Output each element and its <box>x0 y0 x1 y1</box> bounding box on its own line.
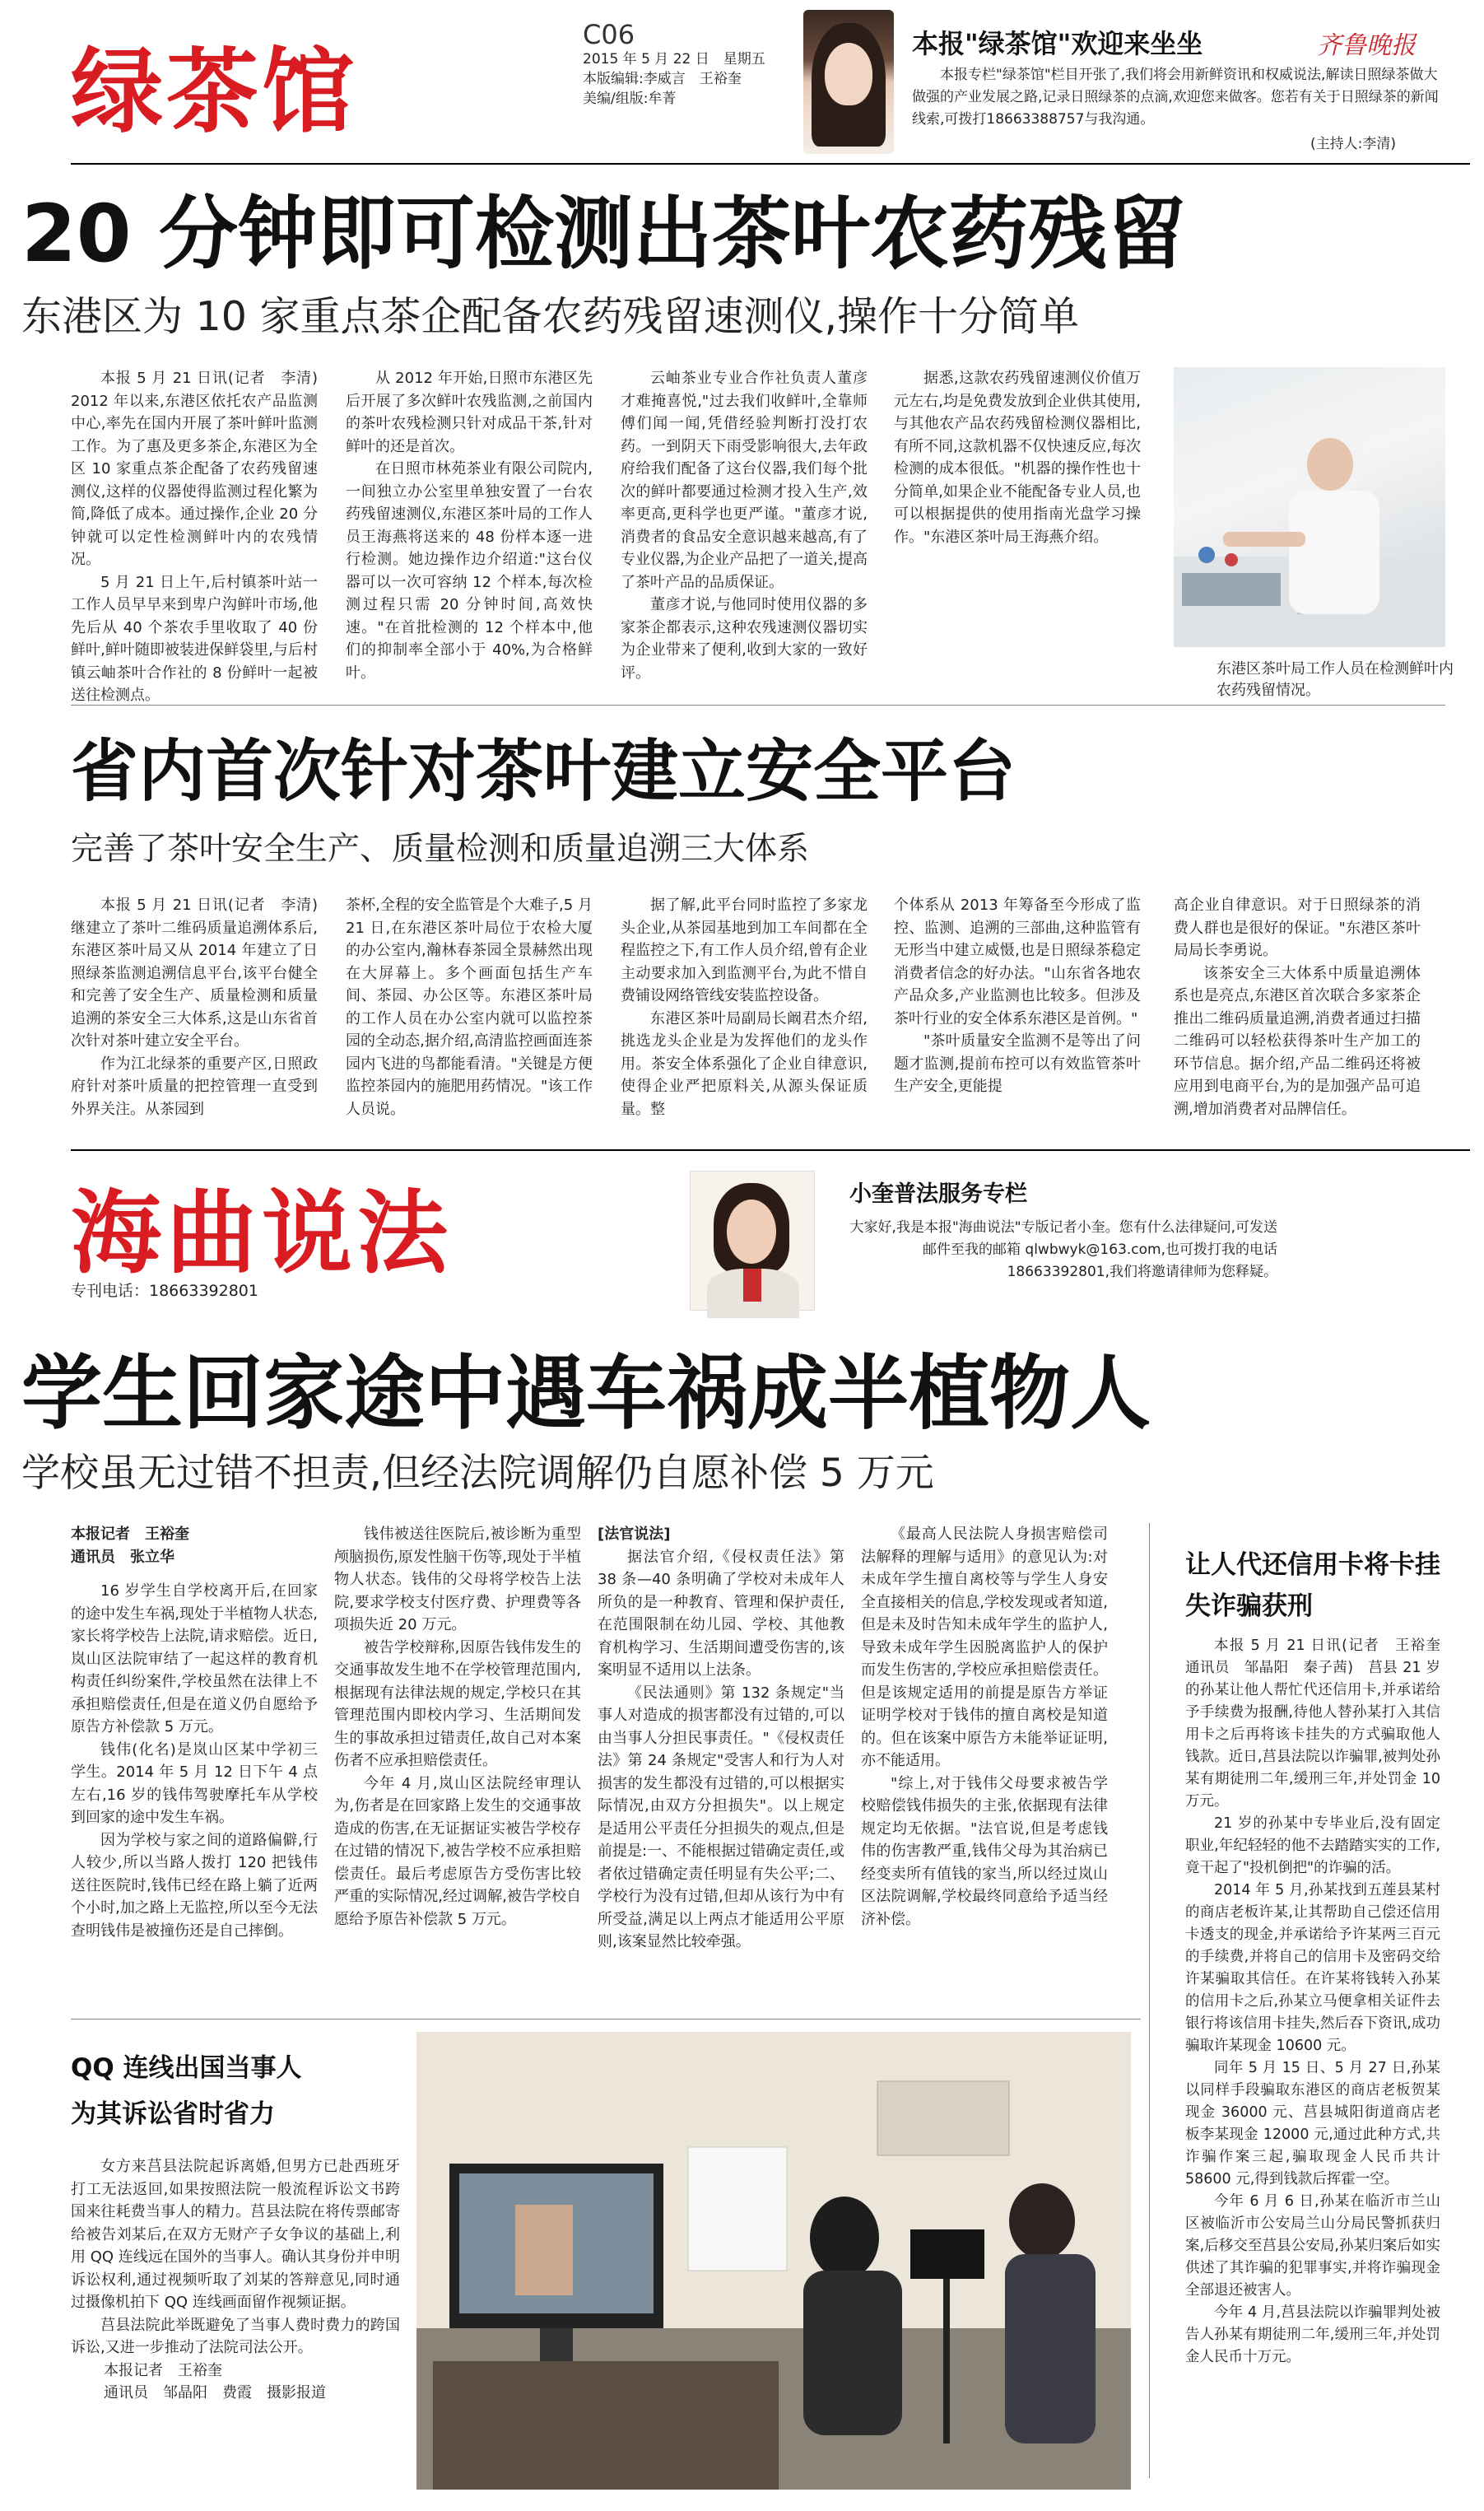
paragraph: 同年 5 月 15 日、5 月 27 日,孙某以同样手段骗取东港区的商店老板贺某现金 36000 元、莒县城阳街道商店老板李某现金 12000 元,通过此种方式,共诈骗作案三起,骗取现金人民币共计 58600 元,得到钱款后挥霍一空。 <box>1185 2060 1440 2187</box>
paragraph: 据了解,此平台同时监控了多家龙头企业,从茶园基地到加工车间都在全程监控之下,有工作人员介绍,曾有企业主动要求加入到监测平台,为此不惜自费铺设网络管线安装监控设备。 <box>621 897 868 1004</box>
headline-pesticide: 20 分钟即可检测出茶叶农药残留 <box>21 188 1187 280</box>
paragraph: 董彦才说,与他同时使用仪器的多家茶企都表示,这种农残速测仪器切实为企业带来了便利,收到大家的一致好评。 <box>621 596 868 682</box>
paragraph: 16 岁学生自学校离开后,在回家的途中发生车祸,现处于半植物人状态,家长将学校告上法院,请求赔偿。近日,岚山区法院审结了一起这样的教育机构责任纠纷案件,学校虽然在法律上不承担赔偿责任,但是在道义仍自愿给予原告方补偿款 5 万元。 <box>71 1582 318 1735</box>
paragraph: 本报 5 月 21 日讯(记者 王裕奎 通讯员 邹晶阳 秦子茜) 莒县 21 岁的孙某让他人帮忙代还信用卡,并承诺给予手续费为报酬,待他人替孙某打入其信用卡之后再将该卡挂失的方式骗取他人钱款。近日,莒县法院以诈骗罪,被判处孙某有期徒刑二年,缓刑三年,并处罚金 10 万元。 <box>1185 1638 1455 1810</box>
paragraph: 据悉,这款农药残留速测仪价值万元左右,均是免费发放到企业供其使用,与其他农产品农药残留检测仪器相比,有所不同,这款机器不仅快速反应,每次检测的成本很低。"机器的操作性也十分简单,如果企业不能配备专业人员,也可以根据提供的使用指南光盘学习操作。"东港区茶叶局王海燕介绍。 <box>894 370 1141 546</box>
article3-col3 <box>598 1523 844 2001</box>
column-intro: 本报专栏"绿茶馆"栏目开张了,我们将会用新鲜资讯和权威说法,解读日照绿茶做大做强的产业发展之路,记录日照绿茶的点滴,欢迎您来做客。您若有关于日照绿茶的新闻线索,可拨打18663388757与我沟通。 <box>912 67 1439 128</box>
paragraph: 21 岁的孙某中专毕业后,没有固定职业,年纪轻轻的他不去踏踏实实的工作,竟干起了"投机倒把"的诈骗的活。 <box>1185 1815 1440 1876</box>
paragraph: 《最高人民法院人身损害赔偿司法解释的理解与适用》的意见认为:对未成年学生擅自离校等与学生人身安全直接相关的信息,学校发现或者知道,但是未及时告知未成年学生的监护人,导致未成年学生因脱离监护人的保护而发生伤害的,学校应承担赔偿责任。但是该规定适用的前提是原告方举证证明学校对于钱伟的擅自离校是知道的。但在该案中原告方未能举证证明,亦不能适用。 <box>861 1526 1108 1769</box>
paragraph: "茶叶质量安全监测不是等出了问题才监测,提前布控可以有效监管茶叶生产安全,更能提 <box>894 1032 1141 1095</box>
article4-headline-line1: QQ 连线出国当事人 <box>71 2053 302 2083</box>
paragraph: 莒县法院此举既避免了当事人费时费力的跨国诉讼,又进一步推动了法院司法公开。 <box>71 2316 400 2356</box>
article2-col4 <box>894 894 1141 1141</box>
paragraph: 2014 年 5 月,孙某找到五莲县某村的商店老板许某,让其帮助自己偿还信用卡透支的现金,并承诺给予许某两三百元的手续费,并将自己的信用卡及密码交给许某骗取其信任。在许某将钱转入孙某的信用卡之后,孙某立马便拿相关证件去银行将该信用卡挂失,然后吞下资讯,成功骗取许某现金 10600 元。 <box>1185 1882 1440 2054</box>
paragraph: 本报 5 月 21 日讯(记者 李清) 继建立了茶叶二维码质量追溯体系后,东港区茶叶局又从 2014 年建立了日照绿茶监测追溯信息平台,该平台健全和完善了安全生产、质量检测和质量追溯的茶安全三大体系,这是山东省首次针对茶叶建立安全平台。 <box>71 897 333 1050</box>
article1-col3 <box>621 367 868 696</box>
paragraph: 《民法通则》第 132 条规定"当事人对造成的损害都没有过错的,可以由当事人分担民事责任。"《侵权责任法》第 24 条规定"受害人和行为人对损害的发生都没有过错的,可以根据实际情况,由双方分担损失"。以上规定是适用公平责任分担损失的观点,但是前提是:一、不能根据过错确定责任,或者依过错确定责任明显有失公平;二、学校行为没有过错,但却从该行为中有所受益,满足以上两点才能适用公平原则,该案显然比较牵强。 <box>598 1684 844 1950</box>
paragraph: 从 2012 年开始,日照市东港区先后开展了多次鲜叶农残监测,之前国内的茶叶农残检测只针对成品干茶,针对鲜叶的还是首次。 <box>346 370 593 455</box>
photo-caption-lab: 东港区茶叶局工作人员在检测鲜叶内农药残留情况。 <box>1217 660 1454 699</box>
section-divider <box>71 705 1445 706</box>
paragraph: 该茶安全三大体系中质量追溯体系也是亮点,东港区首次联合多家茶企推出二维码质量追溯,消费者通过扫描二维码可以轻松获得茶叶生产加工的环节信息。据介绍,产品二维码还将被应用到电商平台,为的是加强产品可追溯,增加消费者对品牌信任。 <box>1174 964 1421 1118</box>
top-rule <box>71 163 1470 165</box>
column-heading: 本报"绿茶馆"欢迎来坐坐 <box>912 28 1203 59</box>
article2-col1 <box>71 894 333 1141</box>
paragraph: 今年 4 月,莒县法院以诈骗罪判处被告人孙某有期徒刑二年,缓刑三年,并处罚金人民币十万元。 <box>1185 2304 1440 2365</box>
byline-reporter: 本报记者 王裕奎 <box>71 1526 189 1543</box>
paragraph: 今年 6 月 6 日,孙某在临沂市兰山区被临沂市公安局兰山分局民警抓获归案,后移交至莒县公安局,孙某归案后如实供述了其诈骗的犯罪事实,并将诈骗现金全部退还被害人。 <box>1185 2193 1440 2299</box>
byline-correspondent: 通讯员 张立华 <box>71 1548 174 1566</box>
photo-qq-video-session <box>416 2032 1131 2490</box>
paragraph: 个体系从 2013 年筹备至今形成了监控、监测、追溯的三部曲,这种监管有无形当中建立威慑,也是日照绿茶稳定消费者信念的好办法。"山东省各地农产品众多,产业监测也比较多。但涉及茶叶行业的安全体系东港区是首例。" <box>894 897 1141 1027</box>
byline-correspondent-photo: 通讯员 邹晶阳 费霞 摄影报道 <box>104 2384 326 2402</box>
article4-body <box>71 2155 400 2493</box>
paragraph: 5 月 21 日上午,后村镇茶叶站一工作人员早早来到卑户沟鲜叶市场,他先后从 40 个茶农手里收取了 40 份鲜叶,鲜叶随即被装进保鲜袋里,与后村镇云岫茶叶合作社的 8 份鲜叶一起被送往检测点。 <box>71 573 318 704</box>
law-column-heading: 小奎普法服务专栏 <box>849 1181 1027 1207</box>
byline-reporter: 本报记者 王裕奎 <box>104 2361 222 2379</box>
host-portrait <box>803 10 894 154</box>
paragraph: 云岫茶业专业合作社负责人董彦才难掩喜悦,"过去我们收鲜叶,全靠师傅们闻一闻,凭借经验判断打没打农药。一到阴天下雨受影响很大,去年政府给我们配备了这台仪器,我们每个批次的鲜叶都要通过检测才投入生产,效率更高,更科学也更严谨。"董彦才说,消费者的食品安全意识越来越高,有了专业仪器,为企业产品把了一道关,提高了茶叶产品的品质保证。 <box>621 370 868 591</box>
sidebar-divider <box>1149 1523 1150 2478</box>
sidebar-body <box>1185 1635 1455 2483</box>
judge-says-label: [法官说法] <box>598 1526 671 1543</box>
subhead-safety-platform: 完善了茶叶安全生产、质量检测和质量追溯三大体系 <box>71 831 810 868</box>
article3-col2 <box>334 1523 581 2001</box>
page-number: C06 <box>583 19 635 50</box>
headline-safety-platform: 省内首次针对茶叶建立安全平台 <box>71 733 1016 811</box>
photo-lab-inspection <box>1174 367 1445 647</box>
issue-date: 2015 年 5 月 22 日 星期五 <box>583 51 765 68</box>
article2-col3 <box>621 894 868 1141</box>
article4-top-rule <box>71 2019 1141 2020</box>
column-host: (主持人:李清) <box>1310 136 1396 152</box>
article3-col1 <box>71 1523 318 2001</box>
paragraph: 钱伟被送往医院后,被诊断为重型颅脑损伤,原发性脑干伤等,现处于半植物人状态。钱伟的父母将学校告上法院,要求学校支付医疗费、护理费等各项损失近 20 万元。 <box>334 1526 581 1633</box>
article1-col2 <box>346 367 593 696</box>
design-credit: 美编/组版:牟菁 <box>583 91 677 107</box>
paragraph: 本报 5 月 21 日讯(记者 李清) 2012 年以来,东港区依托农产品监测中心,率先在国内开展了茶叶鲜叶监测工作。为了惠及更多茶企,东港区为全区 10 家重点茶企配备了农药残留速测仪,这样的仪器使得监测过程化繁为简,降低了成本。通过操作,企业 20 分钟就可以定性检测鲜叶内的农残情况。 <box>71 370 333 568</box>
paragraph: 高企业自律意识。对于日照绿茶的消费人群也是很好的保证。"东港区茶叶局局长李勇说。 <box>1174 897 1421 959</box>
lab-worker-illustration <box>1174 367 1445 647</box>
masthead-title: 绿茶馆 <box>71 39 357 146</box>
subhead-student-accident: 学校虽无过错不担责,但经法院调解仍自愿补偿 5 万元 <box>21 1451 934 1496</box>
reporter-portrait <box>690 1171 815 1311</box>
article4-headline <box>71 2045 400 2137</box>
headline-student-accident: 学生回家途中遇车祸成半植物人 <box>21 1347 1151 1441</box>
article1-col4 <box>894 367 1141 696</box>
article3-col4 <box>861 1523 1108 2001</box>
paragraph: 因为学校与家之间的道路偏僻,行人较少,所以当路人拨打 120 把钱伟送往医院时,钱伟已经在路上躺了近两个小时,加之路上无监控,所以至今无法查明钱伟是被撞伤还是自己摔倒。 <box>71 1831 318 1940</box>
law-hotline: 专刊电话：18663392801 <box>71 1282 258 1300</box>
paragraph: 作为江北绿茶的重要产区,日照政府针对茶叶质量的把控管理一直受到外界关注。从茶园到 <box>71 1055 318 1118</box>
editor-credit: 本版编辑:李威言 王裕奎 <box>583 71 742 87</box>
paragraph: 今年 4 月,岚山区法院经审理认为,伤者是在回家路上发生的交通事故造成的伤害,在无证据证实被告学校存在过错的情况下,被告学校不应承担赔偿责任。最后考虑原告方受伤害比较严重的实际情况,经过调解,被告学校自愿给予原告补偿款 5 万元。 <box>334 1774 581 1928</box>
paragraph: 女方来莒县法院起诉离婚,但男方已赴西班牙打工无法返回,如果按照法院一般流程诉讼文书跨国来往耗费当事人的精力。莒县法院在将传票邮寄给被告刘某后,在双方无财产子女争议的基础上,利用 QQ 连线远在国外的当事人。确认其身份并申明诉讼权利,通过视频听取了刘某的答辩意见,同时通过摄像机拍下 QQ 连线画面留作视频证据。 <box>71 2158 400 2311</box>
law-section-title: 海曲说法 <box>71 1181 453 1286</box>
newspaper-logo: 齐鲁晚报 <box>1317 31 1416 60</box>
courtroom-illustration <box>416 2032 1131 2490</box>
paragraph: 东港区茶叶局副局长阚君杰介绍,挑选龙头企业是为发挥他们的龙头作用。茶安全体系强化了企业自律意识,使得企业严把原料关,从源头保证质量。整 <box>621 1009 868 1118</box>
paragraph: 被告学校辩称,因原告钱伟发生的交通事故发生地不在学校管理范围内,根据现有法律法规的规定,学校只在其管理范围内即校内学习、生活期间发生的事故承担过错责任,故自己对本案伤者不应承担赔偿责任。 <box>334 1638 581 1769</box>
article4-headline-line2: 为其诉讼省时省力 <box>71 2099 275 2129</box>
section-rule <box>71 1149 1470 1151</box>
article2-col2 <box>346 894 593 1141</box>
paragraph: 茶杯,全程的安全监管是个大难子,5 月 21 日,在东港区茶叶局位于农检大厦的办公室内,瀚林春茶园全景赫然出现在大屏幕上。多个画面包括生产车间、茶园、办公区等。东港区茶叶局的工作人员在办公室内就可以监控茶园的全动态,据介绍,高清监控画面连茶园内飞进的鸟都能看清。"关键是方便监控茶园内的施肥用药情况。"该工作人员说。 <box>346 897 593 1118</box>
paragraph: 钱伟(化名)是岚山区某中学初三学生。2014 年 5 月 12 日下午 4 点左右,16 岁的钱伟驾驶摩托车从学校到回家的途中发生车祸。 <box>71 1740 318 1826</box>
paragraph: "综上,对于钱伟父母要求被告学校赔偿钱伟损失的主张,依据现有法律规定均无依据。"法官说,但是考虑钱伟的伤害教严重,钱伟父母为其治病已经变卖所有值钱的家当,所以经过岚山区法院调解,学校最终同意给予适当经济补偿。 <box>861 1774 1108 1928</box>
paragraph: 据法官介绍,《侵权责任法》第 38 条—40 条明确了学校对未成年人所负的是一种教育、管理和保护责任,在范围限制在幼儿园、学校、其他教育机构学习、生活期间遭受伤害的,该案明显不适用以上法条。 <box>598 1548 844 1679</box>
article1-col1 <box>71 367 333 704</box>
law-column-intro: 大家好,我是本报"海曲说法"专版记者小奎。您有什么法律疑问,可发送邮件至我的邮箱 qlwbwyk@163.com,也可拨打我的电话 18663392801,我们将邀请律师为您释疑。 <box>849 1219 1277 1280</box>
sidebar-headline: 让人代还信用卡将卡挂失诈骗获刑 <box>1185 1550 1440 1621</box>
paragraph: 在日照市林苑茶业有限公司院内,一间独立办公室里单独安置了一台农药残留速测仪,东港区茶叶局的工作人员王海燕将送来的 48 份样本逐一进行检测。她边操作边介绍道:"这台仪器可以一次可容纳 12 个样本,每次检测过程只需 20 分钟时间,高效快速。"在首批检测的 12 个样本中,他们的抑制率全部小于 40%,为合格鲜叶。 <box>346 460 593 682</box>
subhead-pesticide: 东港区为 10 家重点茶企配备农药残留速测仪,操作十分简单 <box>21 293 1080 340</box>
masthead-meta <box>583 19 789 109</box>
article2-col5 <box>1174 894 1421 1141</box>
